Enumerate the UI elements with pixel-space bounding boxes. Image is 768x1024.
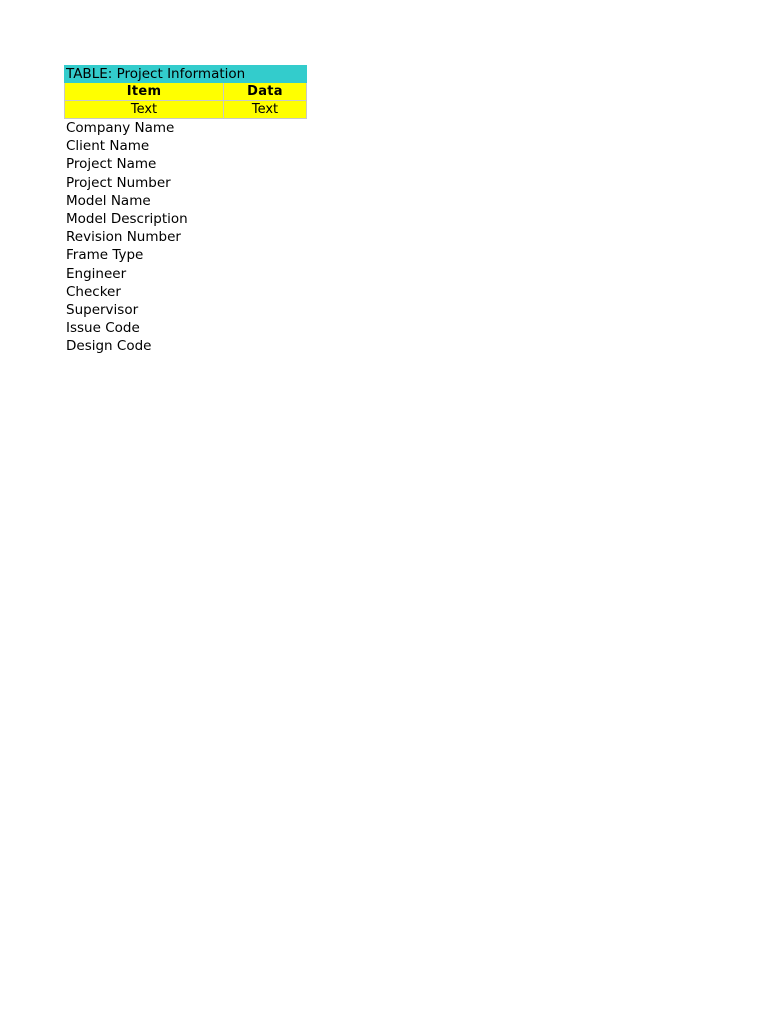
list-item: Project Number [66, 174, 171, 191]
list-item: Design Code [66, 338, 152, 355]
column-header-row [64, 83, 307, 101]
list-item: Model Description [66, 210, 188, 227]
item-list [64, 119, 307, 355]
list-item: Project Name [66, 156, 157, 173]
list-item: Frame Type [66, 247, 144, 264]
project-information-table [64, 65, 307, 355]
column-header-data: Data [224, 83, 307, 101]
units-data: Text [224, 101, 307, 119]
list-item: Model Name [66, 192, 151, 209]
list-item: Client Name [66, 138, 150, 155]
units-item: Text [64, 101, 224, 119]
list-item: Supervisor [66, 301, 139, 318]
list-item: Engineer [66, 265, 127, 282]
column-header-item: Item [64, 83, 224, 101]
table-title: TABLE: Project Information [64, 65, 307, 83]
units-row [64, 101, 307, 119]
list-item: Issue Code [66, 320, 140, 337]
list-item: Revision Number [66, 229, 181, 246]
list-item: Company Name [66, 120, 175, 136]
list-item: Checker [66, 283, 121, 300]
